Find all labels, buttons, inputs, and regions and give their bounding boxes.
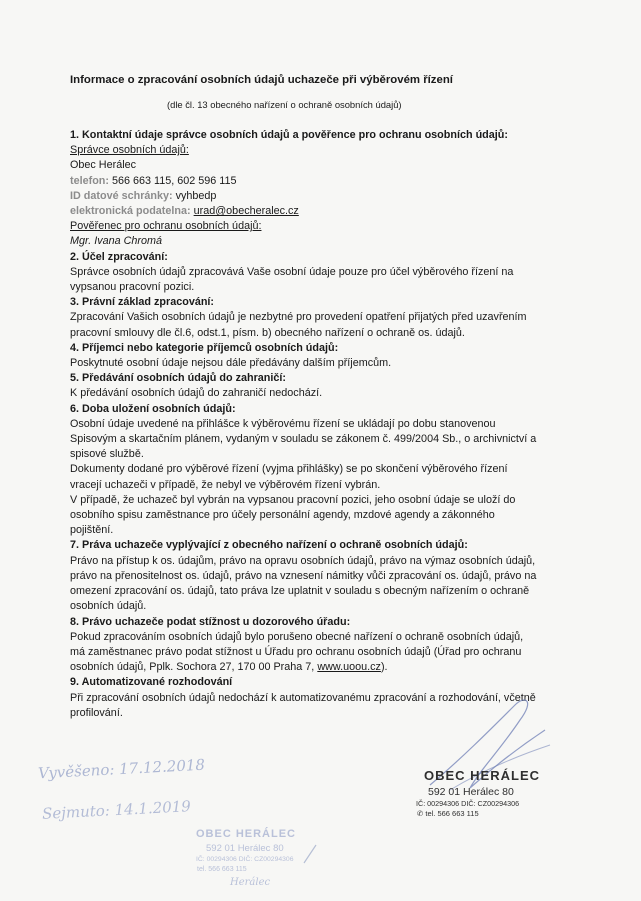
section-8-text: osobních údajů, Pplk. Sochora 27, 170 00 Praha 7, — [70, 661, 318, 674]
pen-stroke — [300, 843, 320, 865]
section-2-line: vypsanou pracovní pozici. — [70, 281, 195, 294]
document-subtitle: (dle čl. 13 obecného nařízení o ochraně osobních údajů) — [167, 99, 402, 110]
stamp-title: OBEC HERÁLEC — [424, 768, 541, 783]
ds-value: vyhbedp — [172, 189, 217, 202]
section-2-heading: 2. Účel zpracování: — [70, 250, 168, 263]
removed-date-handwriting: Sejmuto: 14.1.2019 — [41, 797, 192, 823]
faint-stamp-ic: IČ: 00294306 DIČ: CZ00294306 — [196, 856, 294, 863]
section-8-line: Pokud zpracováním osobních údajů bylo porušeno obecné nařízení o ochraně osobních údajů, — [70, 630, 524, 643]
section-3-line: pracovní smlouvy dle čl.6, odst.1, písm. b) obecného nařízení o ochraně os. údajů. — [70, 326, 465, 339]
section-7-line: právo na přenositelnost os. údajů, právo na vznesení námitky vůči zpracování os. údajů, právo na — [70, 569, 537, 582]
phone-label: telefon: — [70, 174, 109, 187]
section-9-line: Při zpracování osobních údajů nedochází k automatizovanému zpracování a rozhodování, včetně — [70, 691, 536, 704]
faint-stamp-title: OBEC HERÁLEC — [196, 828, 297, 840]
email-link[interactable]: urad@obecheralec.cz — [193, 205, 299, 218]
section-7-line: Právo na přístup k os. údajům, právo na opravu osobních údajů, právo na výmaz osobních údajů, — [70, 554, 536, 567]
stamp-phone-text: tel. 566 663 115 — [425, 809, 479, 818]
email-line — [70, 204, 590, 219]
faint-stamp-signature: Herálec — [230, 877, 271, 888]
section-6-line: Spisovým a skartačním plánem, vydaným v souladu se zákonem č. 499/2004 Sb., o archivnictví a — [70, 433, 537, 446]
section-7-line: omezení zpracování os. údajů, tato práva lze uplatnit v souladu s obecným nařízením o ochraně — [70, 585, 530, 598]
section-5-heading: 5. Předávání osobních údajů do zahraničí: — [70, 372, 286, 385]
dpo-name: Mgr. Ivana Chromá — [70, 235, 163, 248]
section-1-heading: 1. Kontaktní údaje správce osobních údajů a pověřence pro ochranu osobních údajů: — [70, 129, 508, 141]
section-6-line: pojištění. — [70, 524, 114, 537]
email-label: elektronická podatelna: — [70, 205, 191, 218]
section-2-line: Správce osobních údajů zpracovává Vaše osobní údaje pouze pro účel výběrového řízení na — [70, 265, 514, 278]
signature-scribble — [420, 690, 560, 800]
stamp-ic: IČ: 00294306 DIČ: CZ00294306 — [416, 799, 520, 808]
phone-icon: ✆ — [417, 809, 426, 818]
uoou-link[interactable]: www.uoou.cz — [317, 661, 381, 674]
section-6-line: V případě, že uchazeč byl vybrán na vypsanou pracovní pozici, jeho osobní údaje se uloží do — [70, 493, 516, 506]
section-7-line: osobních údajů. — [70, 600, 147, 613]
section-8-heading: 8. Právo uchazeče podat stížnost u dozorového úřadu: — [70, 615, 351, 628]
section-5-line: K předávání osobních údajů do zahraničí nedochází. — [70, 387, 323, 400]
section-8-line — [70, 660, 590, 675]
section-9-line: profilování. — [70, 706, 123, 719]
posted-date-handwriting: Vyvěšeno: 17.12.2018 — [37, 755, 206, 783]
dpo-label: Pověřenec pro ochranu osobních údajů: — [70, 220, 262, 233]
section-7-heading: 7. Práva uchazeče vyplývající z obecného nařízení o ochraně osobních údajů: — [70, 539, 468, 552]
section-6-heading: 6. Doba uložení osobních údajů: — [70, 402, 236, 415]
document-body — [70, 128, 590, 721]
faint-stamp-address: 592 01 Herálec 80 — [206, 843, 284, 854]
section-3-heading: 3. Právní základ zpracování: — [70, 296, 215, 309]
faint-stamp-phone: tel. 566 663 115 — [197, 866, 247, 873]
phone-value: 566 663 115, 602 596 115 — [109, 174, 237, 187]
section-6-line: spisové službě. — [70, 448, 144, 461]
section-6-line: Dokumenty dodané pro výběrové řízení (vyjma přihlášky) se po skončení výběrového řízení — [70, 463, 508, 476]
ds-label: ID datové schránky: — [70, 189, 173, 202]
controller-label: Správce osobních údajů: — [70, 144, 189, 157]
document-title: Informace o zpracování osobních údajů uchazeče při výběrovém řízení — [70, 74, 453, 86]
stamp-address: 592 01 Herálec 80 — [428, 786, 514, 798]
section-9-heading: 9. Automatizované rozhodování — [70, 676, 233, 689]
section-8-line: má zaměstnanec právo podat stížnost u Úřadu pro ochranu osobních údajů (Úřad pro ochranu — [70, 645, 522, 658]
stamp-phone — [417, 809, 479, 818]
section-4-heading: 4. Příjemci nebo kategorie příjemců osobních údajů: — [70, 341, 339, 354]
ds-line — [70, 189, 590, 204]
section-3-line: Zpracování Vašich osobních údajů je nezbytné pro provedení opatření přijatých před uzavřením — [70, 311, 527, 324]
section-8-text-end: ). — [380, 661, 388, 674]
section-6-line: osobního spisu zaměstnance pro účely personální agendy, mzdové agendy a zákonného — [70, 509, 495, 522]
section-6-line: Osobní údaje uvedené na přihlášce k výběrovému řízení se ukládají po dobu stanovenou — [70, 417, 496, 430]
section-4-line: Poskytnuté osobní údaje nejsou dále předávány dalším příjemcům. — [70, 357, 392, 370]
phone-line — [70, 174, 590, 189]
section-6-line: vracejí uchazeči v případě, že nebyl ve výběrovém řízení vybrán. — [70, 478, 381, 491]
controller-name: Obec Herálec — [70, 159, 137, 172]
